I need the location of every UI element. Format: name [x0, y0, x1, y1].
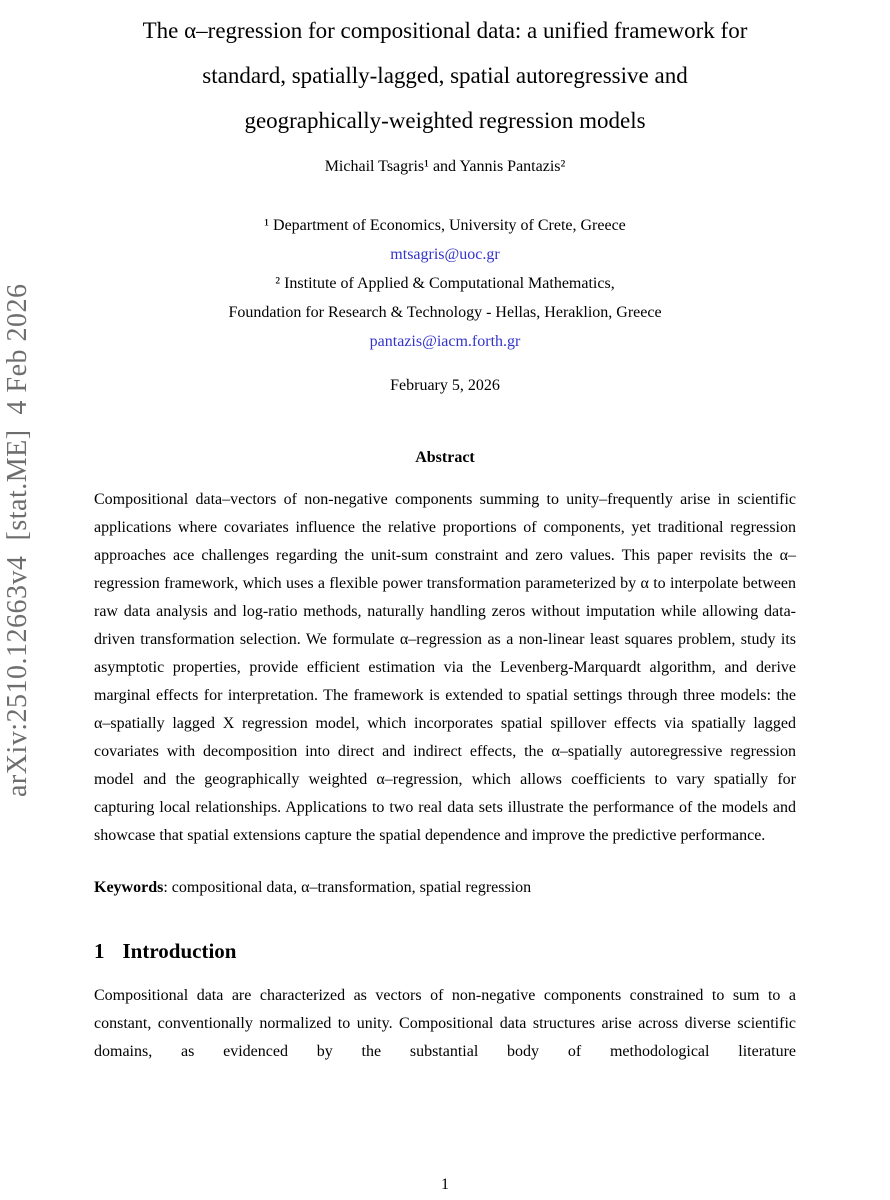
- abstract-text: Compositional data–vectors of non-negative components summing to unity–frequently arise in scientific applications where covariates influence the relative proportions of components, yet traditional regression approaches ace challenges regarding the unit-sum constraint and zero values. This paper revisits the α–regression framework, which uses a flexible power transformation parameterized by α to interpolate between raw data analysis and log-ratio methods, naturally handling zeros without imputation while allowing data-driven transformation selection. We formulate α–regression as a non-linear least squares problem, study its asymptotic properties, provide efficient estimation via the Levenberg-Marquardt algorithm, and derive marginal effects for interpretation. The framework is extended to spatial settings through three models: the α–spatially lagged X regression model, which incorporates spatial spillover effects via spatially lagged covariates with decomposition into direct and indirect effects, the α–spatially autoregressive regression model and the geographically weighted α–regression, which allows coefficients to vary spatially for capturing local relationships. Applications to two real data sets illustrate the performance of the models and showcase that spatial extensions capture the spatial dependence and improve the predictive performance.: [94, 491, 796, 844]
- section-heading-introduction: [94, 936, 796, 966]
- section-number: 1: [94, 939, 105, 963]
- arxiv-watermark: arXiv:2510.12663v4 [stat.ME] 4 Feb 2026: [2, 283, 33, 797]
- affiliation-line-1: ¹ Department of Economics, University of Crete, Greece: [264, 217, 626, 234]
- intro-paragraph: Compositional data are characterized as vectors of non-negative components constrained to sum to a constant, conventionally normalized to unity. Compositional data structures arise across diverse scientific domains, as evidenced by the substantial body of methodological literature: [94, 987, 796, 1060]
- title-line-1: The α–regression for compositional data: a unified framework for: [142, 18, 748, 43]
- affiliations-block: [94, 211, 796, 356]
- paper-title: [94, 8, 796, 143]
- keywords-line: [94, 874, 796, 902]
- authors-line: Michail Tsagris¹ and Yannis Pantazis²: [324, 158, 566, 175]
- title-line-3: geographically-weighted regression models: [244, 108, 646, 133]
- email-link-1[interactable]: mtsagris@uoc.gr: [390, 246, 500, 263]
- affiliation-email-row-1: [94, 240, 796, 269]
- affiliation-email-row-2: [94, 327, 796, 356]
- title-line-2: standard, spatially-lagged, spatial autoregressive and: [202, 63, 688, 88]
- affiliation-line-2: ² Institute of Applied & Computational Mathematics,: [275, 275, 615, 292]
- keywords-label: Keywords: [94, 879, 164, 896]
- affiliation-line-3: Foundation for Research & Technology - Hellas, Heraklion, Greece: [228, 304, 662, 321]
- email-link-2[interactable]: pantazis@iacm.forth.gr: [369, 333, 521, 350]
- section-title: Introduction: [122, 939, 237, 963]
- paper-content: [94, 0, 796, 1066]
- keywords-text: : compositional data, α–transformation, spatial regression: [163, 879, 532, 896]
- date-line: February 5, 2026: [390, 377, 500, 394]
- abstract-heading: Abstract: [415, 449, 475, 466]
- page-number: 1: [441, 1176, 449, 1193]
